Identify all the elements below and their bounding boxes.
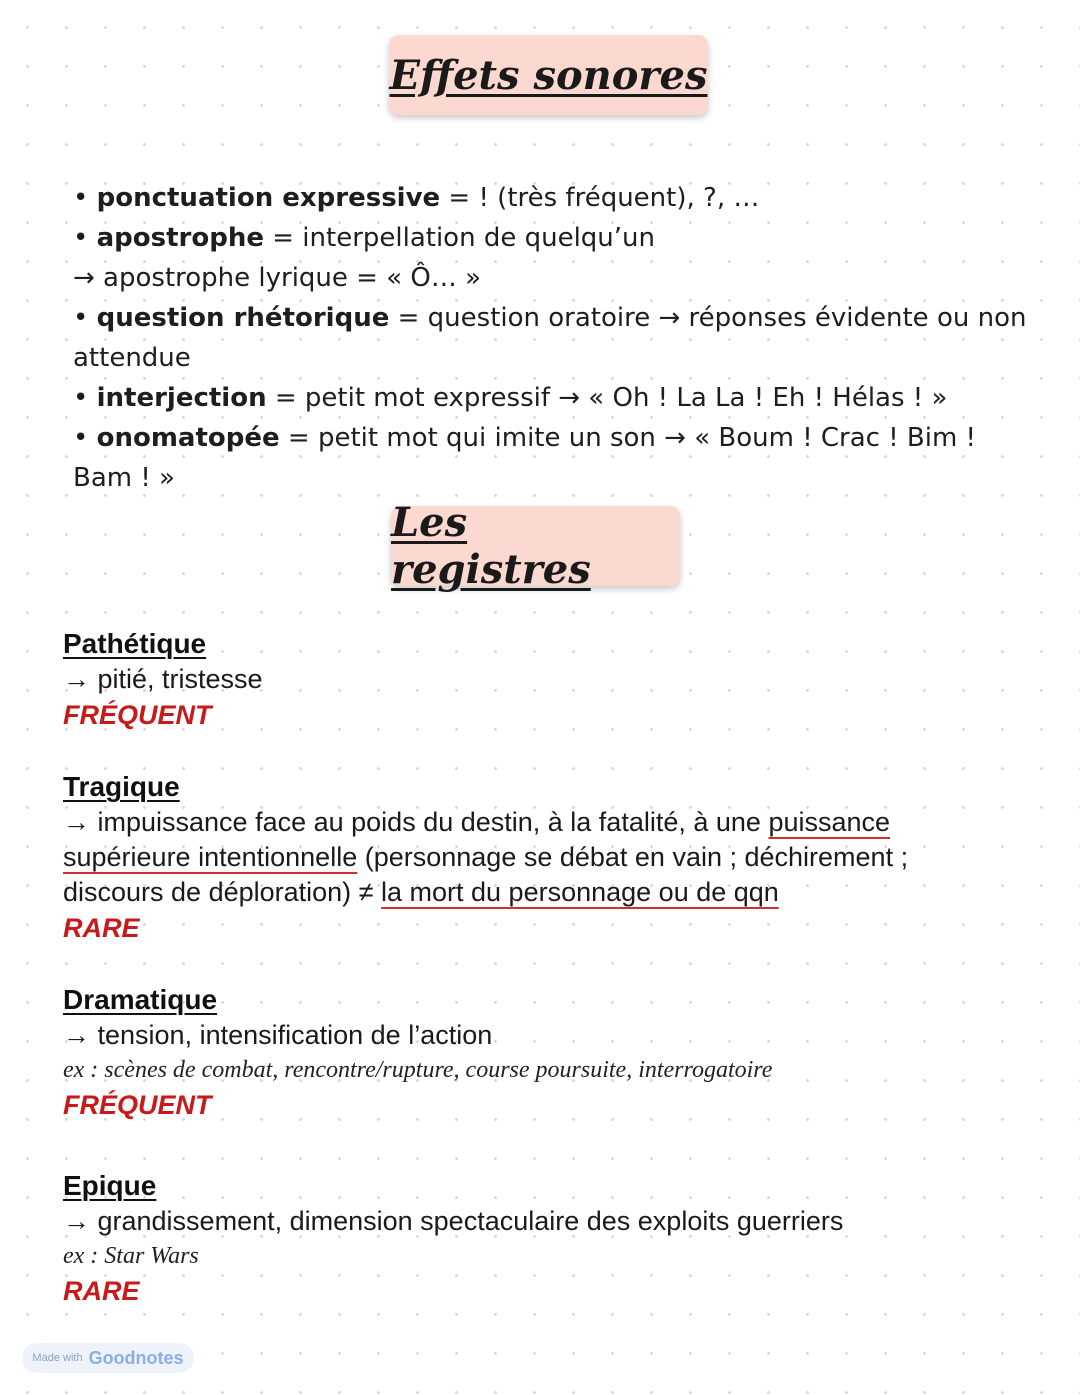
list-item-question-cont: attendue [73,343,191,373]
list-item-apostrophe-sub: → apostrophe lyrique = « Ô… » [73,263,482,293]
underlined-phrase: la mort du personnage ou de qqn [381,877,779,907]
register-heading: Pathétique [63,628,207,659]
list-item-ponctuation: • ponctuation expressive = ! (très fréquent), ?, … [73,183,760,213]
list-item-question: • question rhétorique = question oratoire → réponses évidente ou non [73,303,1027,333]
frequency-label: FRÉQUENT [63,700,212,730]
register-dramatique [63,982,1023,1123]
badge-made-with: Made with [32,1352,83,1364]
title-text: Les registres [391,499,591,593]
register-epique [63,1168,1023,1309]
register-heading: Tragique [63,771,180,802]
frequency-label: FRÉQUENT [63,1090,212,1120]
sound-effects-list [73,178,1027,498]
register-description: discours de déploration) ≠ la mort du personnage ou de qqn [63,877,779,907]
underlined-phrase: supérieure intentionnelle [63,842,358,872]
frequency-label: RARE [63,913,140,943]
register-example: ex : scènes de combat, rencontre/rupture, course poursuite, interrogatoire [63,1057,773,1083]
register-example: ex : Star Wars [63,1243,199,1269]
goodnotes-logo: Goodnotes [88,1347,184,1368]
list-item-onomatopee-cont: Bam ! » [73,463,175,493]
register-description: → tension, intensification de l’action [63,1020,493,1050]
title-text: Effets sonores [389,51,708,99]
register-tragique [63,769,1023,946]
register-heading: Dramatique [63,984,218,1015]
made-with-goodnotes-badge[interactable] [22,1343,194,1373]
list-item-onomatopee: • onomatopée = petit mot qui imite un son → « Boum ! Crac ! Bim ! [73,423,976,453]
register-heading: Epique [63,1170,157,1201]
list-item-interjection: • interjection = petit mot expressif → « Oh ! La La ! Eh ! Hélas ! » [73,383,948,413]
register-description: → impuissance face au poids du destin, à la fatalité, à une puissance [63,807,891,837]
title-les-registres [391,499,680,593]
register-pathetique [63,626,1023,733]
register-description: → grandissement, dimension spectaculaire des exploits guerriers [63,1206,844,1236]
underlined-phrase: puissance [768,807,891,837]
register-description: supérieure intentionnelle (personnage se débat en vain ; déchirement ; [63,842,909,872]
title-effets-sonores [389,35,708,115]
register-description: → pitié, tristesse [63,664,263,694]
list-item-apostrophe: • apostrophe = interpellation de quelqu’un [73,223,655,253]
frequency-label: RARE [63,1276,140,1306]
